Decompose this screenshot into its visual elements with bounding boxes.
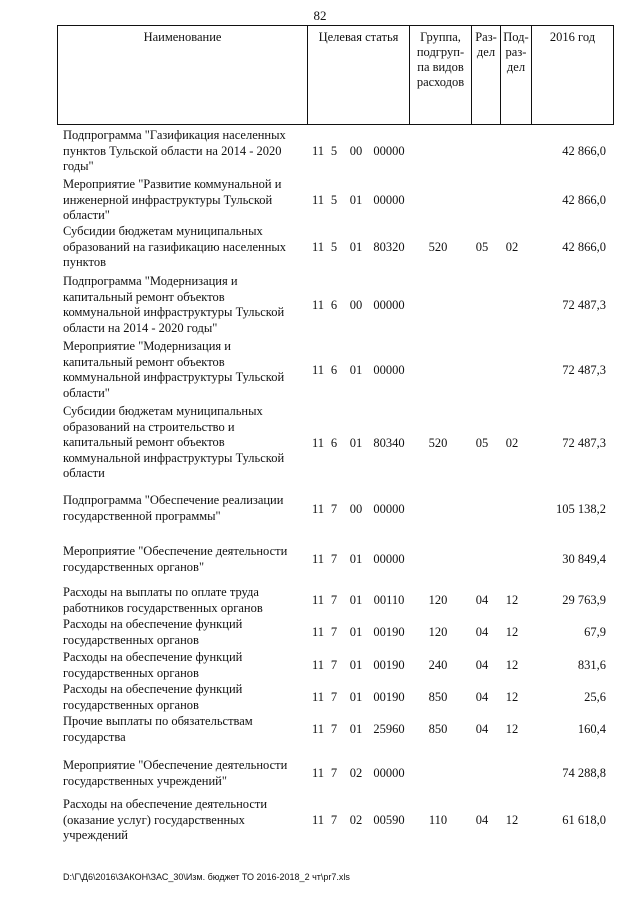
row-name: Подпрограмма "Модернизация и капитальный ремонт объектов коммунальной инфраструктуры Тульской области на 2014 - 2020 годы" [63, 274, 285, 335]
code-group: 520 [428, 436, 448, 450]
header-podrazdel: Под- раз- дел [501, 26, 532, 124]
table-row [63, 585, 614, 617]
table-row [63, 128, 614, 174]
code-event: 01 [349, 722, 363, 736]
amount: 105 138,2 [556, 502, 606, 516]
table-row [63, 493, 614, 527]
row-name: Расходы на обеспечение функций государственных органов [63, 617, 243, 647]
code-razdel: 04 [475, 593, 489, 607]
code-program: 11 [311, 298, 325, 312]
code-program: 11 [311, 625, 325, 639]
amount: 67,9 [584, 625, 606, 639]
code-subprogram: 6 [330, 363, 338, 377]
code-group: 520 [428, 240, 448, 254]
code-subprogram: 7 [330, 625, 338, 639]
row-name: Мероприятие "Модернизация и капитальный ремонт объектов коммунальной инфраструктуры Тульской области" [63, 339, 285, 400]
code-event: 00 [349, 502, 363, 516]
code-direction: 80340 [373, 436, 405, 450]
code-event: 00 [349, 144, 363, 158]
code-event: 01 [349, 658, 363, 672]
table-row [63, 177, 614, 223]
row-name: Подпрограмма "Газификация населенных пунктов Тульской области на 2014 - 2020 годы" [63, 128, 286, 173]
amount: 30 849,4 [562, 552, 606, 566]
amount: 160,4 [577, 722, 606, 736]
amount: 42 866,0 [562, 240, 606, 254]
amount: 61 618,0 [562, 813, 606, 827]
code-subprogram: 6 [330, 298, 338, 312]
code-podrazdel: 12 [505, 690, 519, 704]
code-program: 11 [311, 193, 325, 207]
code-razdel: 05 [475, 436, 489, 450]
code-subprogram: 5 [330, 240, 338, 254]
header-razdel: Раз- дел [472, 26, 501, 124]
code-subprogram: 7 [330, 813, 338, 827]
code-podrazdel: 02 [505, 436, 519, 450]
code-subprogram: 7 [330, 593, 338, 607]
table-row [63, 682, 614, 714]
code-direction: 00000 [373, 193, 405, 207]
code-subprogram: 7 [330, 658, 338, 672]
code-subprogram: 7 [330, 690, 338, 704]
code-direction: 00000 [373, 144, 405, 158]
code-podrazdel: 12 [505, 625, 519, 639]
code-razdel: 04 [475, 690, 489, 704]
code-program: 11 [311, 502, 325, 516]
header-year: 2016 год [549, 30, 596, 44]
code-event: 02 [349, 813, 363, 827]
code-direction: 00590 [373, 813, 405, 827]
code-subprogram: 5 [330, 144, 338, 158]
table-row [63, 544, 614, 578]
code-event: 01 [349, 552, 363, 566]
table-row [63, 797, 614, 845]
code-group: 120 [428, 625, 448, 639]
code-event: 01 [349, 240, 363, 254]
code-direction: 00000 [373, 552, 405, 566]
code-podrazdel: 12 [505, 722, 519, 736]
code-subprogram: 7 [330, 766, 338, 780]
code-event: 01 [349, 690, 363, 704]
amount: 74 288,8 [562, 766, 606, 780]
amount: 25,6 [584, 690, 606, 704]
code-program: 11 [311, 813, 325, 827]
code-program: 11 [311, 593, 325, 607]
code-razdel: 04 [475, 658, 489, 672]
code-podrazdel: 12 [505, 593, 519, 607]
row-name: Расходы на обеспечение функций государственных органов [63, 650, 243, 680]
row-name: Субсидии бюджетам муниципальных образований на строительство и капитальный ремонт объектов коммунальной инфраструктуры Тульской области [63, 404, 285, 480]
row-name: Подпрограмма "Обеспечение реализации государственной программы" [63, 493, 284, 523]
code-direction: 00000 [373, 363, 405, 377]
code-group: 120 [428, 593, 448, 607]
code-subprogram: 7 [330, 722, 338, 736]
table-row [63, 339, 614, 401]
code-direction: 00110 [373, 593, 405, 607]
row-name: Мероприятие "Развитие коммунальной и инженерной инфраструктуры Тульской области" [63, 177, 282, 222]
code-razdel: 04 [475, 813, 489, 827]
code-podrazdel: 12 [505, 813, 519, 827]
row-name: Прочие выплаты по обязательствам государства [63, 714, 253, 744]
code-subprogram: 6 [330, 436, 338, 450]
table-row [63, 714, 614, 746]
code-program: 11 [311, 658, 325, 672]
code-direction: 00000 [373, 766, 405, 780]
code-direction: 00190 [373, 625, 405, 639]
code-program: 11 [311, 144, 325, 158]
code-group: 850 [428, 722, 448, 736]
code-direction: 00000 [373, 502, 405, 516]
code-event: 01 [349, 593, 363, 607]
code-program: 11 [311, 436, 325, 450]
header-group: Группа, подгруп- па видов расходов [410, 26, 472, 124]
amount: 42 866,0 [562, 144, 606, 158]
amount: 72 487,3 [562, 298, 606, 312]
code-program: 11 [311, 552, 325, 566]
amount: 72 487,3 [562, 363, 606, 377]
code-program: 11 [311, 766, 325, 780]
code-direction: 00190 [373, 658, 405, 672]
amount: 29 763,9 [562, 593, 606, 607]
code-program: 11 [311, 690, 325, 704]
code-razdel: 05 [475, 240, 489, 254]
code-subprogram: 7 [330, 502, 338, 516]
code-event: 01 [349, 436, 363, 450]
table-row [63, 224, 614, 270]
footer-file-path: D:\Г\Д6\2016\ЗАКОН\ЗАС_30\Изм. бюджет ТО 2016-2018_2 чт\pr7.xls [63, 872, 350, 882]
code-event: 01 [349, 625, 363, 639]
table-row [63, 650, 614, 682]
code-razdel: 04 [475, 722, 489, 736]
code-program: 11 [311, 240, 325, 254]
code-group: 850 [428, 690, 448, 704]
table-row [63, 758, 614, 792]
amount: 831,6 [577, 658, 606, 672]
code-program: 11 [311, 363, 325, 377]
page-number: 82 [313, 8, 327, 23]
code-program: 11 [311, 722, 325, 736]
header-name: Наименование [58, 26, 308, 124]
row-name: Расходы на обеспечение функций государственных органов [63, 682, 243, 712]
code-podrazdel: 12 [505, 658, 519, 672]
amount: 42 866,0 [562, 193, 606, 207]
row-name: Субсидии бюджетам муниципальных образований на газификацию населенных пунктов [63, 224, 287, 269]
code-direction: 00190 [373, 690, 405, 704]
code-event: 01 [349, 193, 363, 207]
code-group: 110 [428, 813, 448, 827]
row-name: Мероприятие "Обеспечение деятельности государственных органов" [63, 544, 288, 574]
row-name: Расходы на обеспечение деятельности (оказание услуг) государственных учреждений [63, 797, 268, 842]
code-event: 02 [349, 766, 363, 780]
row-name: Расходы на выплаты по оплате труда работников государственных органов [63, 585, 263, 615]
code-group: 240 [428, 658, 448, 672]
code-event: 00 [349, 298, 363, 312]
code-podrazdel: 02 [505, 240, 519, 254]
amount: 72 487,3 [562, 436, 606, 450]
code-subprogram: 7 [330, 552, 338, 566]
code-direction: 80320 [373, 240, 405, 254]
header-target-article: Целевая статья [308, 26, 410, 124]
row-name: Мероприятие "Обеспечение деятельности государственных учреждений" [63, 758, 288, 788]
code-event: 01 [349, 363, 363, 377]
code-subprogram: 5 [330, 193, 338, 207]
code-direction: 00000 [373, 298, 405, 312]
table-row [63, 404, 614, 482]
table-row [63, 617, 614, 649]
table-row [63, 274, 614, 336]
code-direction: 25960 [373, 722, 405, 736]
table-header [57, 25, 614, 125]
code-razdel: 04 [475, 625, 489, 639]
